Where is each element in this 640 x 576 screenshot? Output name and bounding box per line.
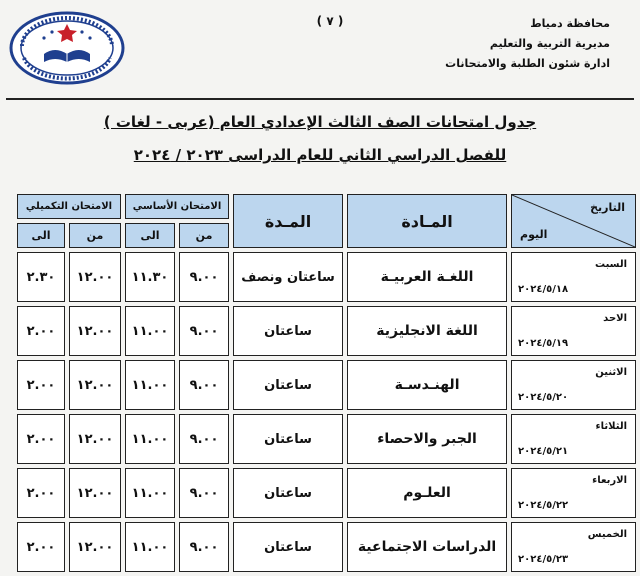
duration-header: المـدة [233,194,343,248]
basic-to-cell: ١١.٠٠ [125,360,175,410]
supp-to-cell: ٢.٠٠ [17,414,65,464]
supp-to-cell: ٢.٠٠ [17,360,65,410]
day-name: الاثنين [595,367,628,378]
exam-date: ٢٠٢٤/٥/٢٢ [518,500,569,511]
ministry-seal-icon [8,10,126,86]
exam-schedule-table [13,190,640,576]
basic-from-cell: ٩.٠٠ [179,522,229,572]
supp-from-cell: ١٢.٠٠ [69,252,121,302]
basic-from-cell: ٩.٠٠ [179,252,229,302]
duration-cell: ساعتان [233,360,343,410]
basic-from-header: من [179,223,229,248]
duration-cell: ساعتان [233,414,343,464]
supp-to-cell: ٢.٠٠ [17,522,65,572]
supp-from-cell: ١٢.٠٠ [69,522,121,572]
subject-header: المـادة [347,194,507,248]
supp-to-cell: ٢.٠٠ [17,306,65,356]
exam-date: ٢٠٢٤/٥/١٨ [518,284,569,295]
basic-from-cell: ٩.٠٠ [179,468,229,518]
table-header-row [17,194,636,219]
duration-cell: ساعتان [233,306,343,356]
supp-from-cell: ١٢.٠٠ [69,414,121,464]
day-date-cell [511,252,636,302]
basic-from-cell: ٩.٠٠ [179,414,229,464]
table-row [17,252,636,302]
table-row [17,360,636,410]
day-name: الاحد [603,313,628,324]
day-date-cell [511,414,636,464]
basic-to-cell: ١١.٠٠ [125,522,175,572]
organization-block [410,14,610,74]
page-number: ( ٧ ) [316,14,344,28]
table-row [17,468,636,518]
exam-date: ٢٠٢٤/٥/٢٠ [518,392,569,403]
page-title: جدول امتحانات الصف الثالث الإعدادي العام (عربى - لغات ) [103,113,537,131]
supp-from-cell: ١٢.٠٠ [69,306,121,356]
subject-cell: اللغة الانجليزية [347,306,507,356]
exam-date: ٢٠٢٤/٥/٢٣ [518,554,569,565]
table-row [17,306,636,356]
subject-cell: الجبر والاحصاء [347,414,507,464]
exam-date: ٢٠٢٤/٥/٢١ [518,446,569,457]
supp-to-cell: ٢.٠٠ [17,468,65,518]
subject-cell: الهنـدسـة [347,360,507,410]
supp-to-header: الى [17,223,65,248]
subject-cell: الدراسات الاجتماعية [347,522,507,572]
day-date-cell [511,468,636,518]
basic-to-cell: ١١.٠٠ [125,468,175,518]
header-divider [6,98,634,100]
basic-to-header: الى [125,223,175,248]
day-name: الخميس [587,529,628,540]
day-name: الاربعاء [592,475,628,486]
basic-to-cell: ١١.٠٠ [125,414,175,464]
table-row [17,414,636,464]
subject-cell: اللغـة العربيـة [347,252,507,302]
duration-cell: ساعتان [233,468,343,518]
basic-to-cell: ١١.٣٠ [125,252,175,302]
department-label: ادارة شئون الطلبة والامتحانات [445,57,610,70]
basic-to-cell: ١١.٠٠ [125,306,175,356]
supp-to-cell: ٢.٣٠ [17,252,65,302]
directorate-label: مديرية التربية والتعليم [489,37,610,50]
basic-from-cell: ٩.٠٠ [179,306,229,356]
supp-from-cell: ١٢.٠٠ [69,360,121,410]
governorate-label: محافظة دمياط [530,17,610,30]
exam-date: ٢٠٢٤/٥/١٩ [518,338,569,349]
page-subtitle: للفصل الدراسي الثاني للعام الدراسى ٢٠٢٣ / ٢٠٢٤ [133,146,507,164]
supp-from-cell: ١٢.٠٠ [69,468,121,518]
day-name: السبت [595,259,628,270]
day-header-label: اليوم [520,228,548,241]
table-row [17,522,636,572]
date-day-header [511,194,636,248]
supplementary-exam-header: الامتحان التكميلي [17,194,121,219]
day-name: الثلاثاء [595,421,628,432]
day-date-cell [511,522,636,572]
supp-from-header: من [69,223,121,248]
day-date-cell [511,360,636,410]
basic-exam-header: الامتحان الأساسي [125,194,229,219]
basic-from-cell: ٩.٠٠ [179,360,229,410]
day-date-cell [511,306,636,356]
duration-cell: ساعتان ونصف [233,252,343,302]
subject-cell: العلـوم [347,468,507,518]
duration-cell: ساعتان [233,522,343,572]
date-header-label: التاريخ [590,201,626,214]
